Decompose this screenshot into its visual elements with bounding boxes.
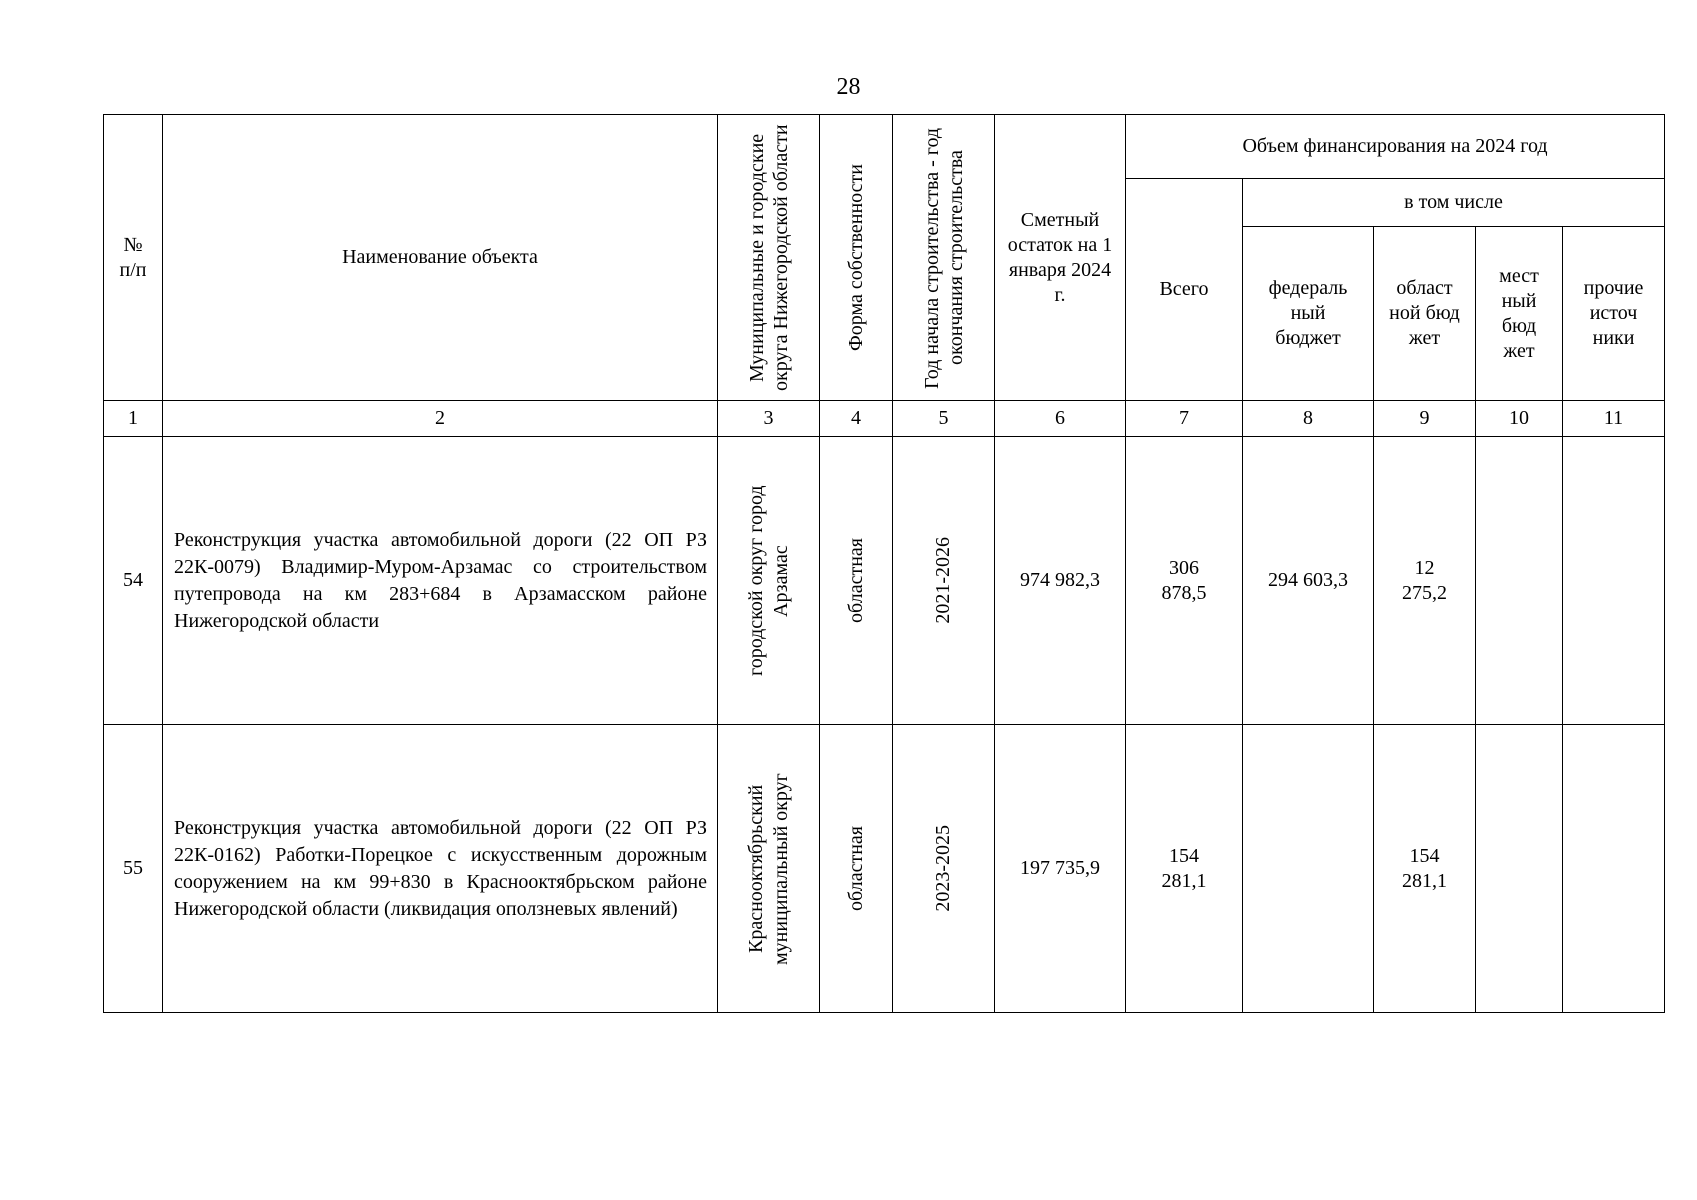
column-number: 9: [1374, 401, 1476, 437]
municipality: городской округ город Арзамас: [744, 485, 792, 676]
column-number: 4: [820, 401, 893, 437]
column-number: 5: [893, 401, 995, 437]
ownership-cell: [820, 725, 893, 1013]
ownership-cell: [820, 437, 893, 725]
column-number: 2: [163, 401, 718, 437]
header-ownership-label: Форма собственности: [845, 164, 867, 351]
header-years-label: Год начала строительства - год окончания строительства: [920, 126, 967, 389]
federal: [1243, 725, 1374, 1013]
column-number: 11: [1563, 401, 1665, 437]
federal: 294 603,3: [1243, 437, 1374, 725]
years: 2021-2026: [932, 537, 954, 624]
header-years: [893, 115, 995, 401]
years-cell: [893, 725, 995, 1013]
municipality-cell: [718, 437, 820, 725]
header-including: в том числе: [1243, 179, 1665, 227]
column-number: 3: [718, 401, 820, 437]
estimate: 974 982,3: [995, 437, 1126, 725]
years: 2023-2025: [932, 825, 954, 912]
header-other: прочие источ ники: [1563, 227, 1665, 401]
municipality-cell: [718, 725, 820, 1013]
header-total: Всего: [1126, 179, 1243, 401]
municipality: Краснооктябрьский муниципальный округ: [744, 772, 792, 965]
object-name: Реконструкция участка автомобильной дороги (22 ОП РЗ 22К-0162) Работки-Порецкое с искусственным дорожным сооружением на км 99+830 в Краснооктябрьском районе Нижегородской области (ликвидация оползневых явлений): [163, 725, 718, 1013]
header-ownership: [820, 115, 893, 401]
table-row: [104, 437, 1665, 725]
header-municipality-label: Муниципальные и городские округа Нижегородской области: [745, 124, 792, 391]
header-local: мест ный бюд жет: [1476, 227, 1563, 401]
local: [1476, 437, 1563, 725]
investment-table: [103, 114, 1665, 1013]
years-cell: [893, 437, 995, 725]
other: [1563, 725, 1665, 1013]
regional: 12 275,2: [1374, 437, 1476, 725]
total: 154 281,1: [1126, 725, 1243, 1013]
row-num: 55: [104, 725, 163, 1013]
page-number: 28: [836, 74, 861, 100]
column-number: 8: [1243, 401, 1374, 437]
header-municipality: [718, 115, 820, 401]
total: 306 878,5: [1126, 437, 1243, 725]
ownership: областная: [844, 826, 867, 911]
column-number: 10: [1476, 401, 1563, 437]
column-number: 7: [1126, 401, 1243, 437]
regional: 154 281,1: [1374, 725, 1476, 1013]
ownership: областная: [844, 538, 867, 623]
column-number-row: [104, 401, 1665, 437]
other: [1563, 437, 1665, 725]
header-name: Наименование объекта: [163, 115, 718, 401]
local: [1476, 725, 1563, 1013]
object-name: Реконструкция участка автомобильной дороги (22 ОП РЗ 22К-0079) Владимир-Муром-Арзамас со строительством путепровода на км 283+684 в Арзамасском районе Нижегородской области: [163, 437, 718, 725]
header-num: № п/п: [104, 115, 163, 401]
header-funding-group: Объем финансирования на 2024 год: [1126, 115, 1665, 179]
column-number: 6: [995, 401, 1126, 437]
header-estimate: Сметный остаток на 1 января 2024 г.: [995, 115, 1126, 401]
estimate: 197 735,9: [995, 725, 1126, 1013]
row-num: 54: [104, 437, 163, 725]
header-federal: федераль ный бюджет: [1243, 227, 1374, 401]
table-row: [104, 725, 1665, 1013]
column-number: 1: [104, 401, 163, 437]
header-regional: област ной бюд жет: [1374, 227, 1476, 401]
